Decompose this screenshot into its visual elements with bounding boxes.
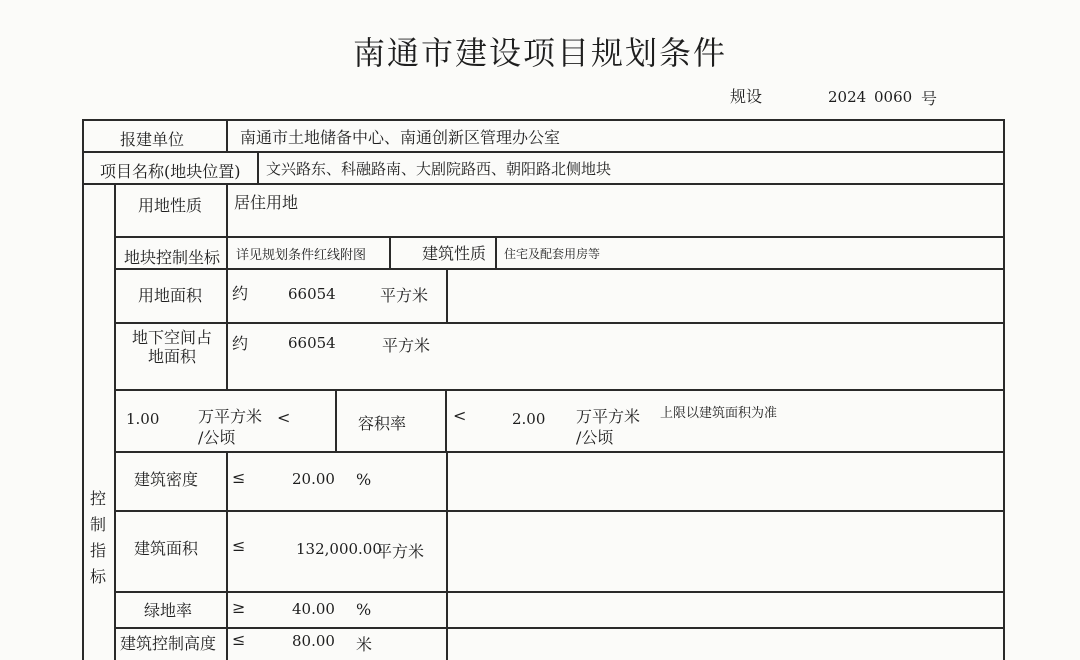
- far-upper-operator: <: [453, 406, 467, 425]
- height-operator: ≤: [232, 630, 246, 649]
- underground-area-label-2: 地面积: [148, 347, 197, 366]
- building-nature-value: 住宅及配套用房等: [504, 247, 601, 261]
- far-label: 容积率: [358, 414, 407, 433]
- project-value: 文兴路东、科融路南、大剧院路西、朝阳路北侧地块: [266, 160, 612, 178]
- serial-number-value: 0060: [874, 88, 913, 106]
- underground-area-label-1: 地下空间占: [132, 328, 213, 347]
- green-ratio-unit: %: [356, 600, 372, 619]
- applicant-value: 南通市土地储备中心、南通创新区管理办公室: [240, 128, 561, 147]
- floor-area-operator: ≤: [232, 536, 246, 555]
- land-use-label: 用地性质: [138, 196, 203, 215]
- underground-area-value: 66054: [288, 334, 336, 352]
- floor-area-label: 建筑面积: [134, 539, 199, 558]
- control-indicators-label: 控制指标: [89, 489, 106, 586]
- serial-suffix: 号: [921, 89, 938, 108]
- serial-prefix: 规设: [730, 87, 763, 106]
- density-unit: %: [356, 470, 372, 489]
- applicant-label: 报建单位: [120, 130, 185, 149]
- land-area-value: 66054: [288, 285, 336, 303]
- floor-area-unit: 平方米: [376, 542, 425, 561]
- land-area-label: 用地面积: [138, 286, 203, 305]
- density-label: 建筑密度: [134, 470, 199, 489]
- serial-year: 2024: [828, 88, 867, 106]
- green-ratio-label: 绿地率: [144, 601, 193, 620]
- document-title: 南通市建设项目规划条件: [352, 34, 727, 72]
- coordinates-label: 地块控制坐标: [124, 248, 221, 267]
- project-label: 项目名称(地块位置): [100, 162, 241, 181]
- floor-area-value: 132,000.00: [296, 540, 382, 558]
- far-upper-unit-2: /公顷: [576, 428, 614, 447]
- far-lower-unit-2: /公顷: [198, 428, 236, 447]
- land-area-unit: 平方米: [380, 286, 429, 305]
- building-nature-label: 建筑性质: [422, 244, 487, 263]
- far-upper-unit-1: 万平方米: [576, 407, 641, 426]
- far-lower-unit-1: 万平方米: [198, 407, 263, 426]
- green-ratio-value: 40.00: [292, 600, 335, 618]
- coordinates-value: 详见规划条件红线附图: [236, 248, 367, 263]
- underground-area-unit: 平方米: [382, 336, 431, 355]
- far-lower-value: 1.00: [126, 410, 160, 428]
- land-use-value: 居住用地: [234, 193, 299, 212]
- green-ratio-operator: ≥: [232, 598, 246, 617]
- density-operator: ≤: [232, 468, 246, 487]
- underground-area-prefix: 约: [232, 334, 249, 353]
- density-value: 20.00: [292, 470, 335, 488]
- far-lower-operator: <: [277, 408, 291, 427]
- far-note: 上限以建筑面积为准: [660, 406, 778, 421]
- far-upper-value: 2.00: [512, 410, 546, 428]
- height-unit: 米: [356, 635, 373, 654]
- height-value: 80.00: [292, 632, 335, 650]
- land-area-prefix: 约: [232, 284, 249, 303]
- height-label: 建筑控制高度: [120, 634, 217, 653]
